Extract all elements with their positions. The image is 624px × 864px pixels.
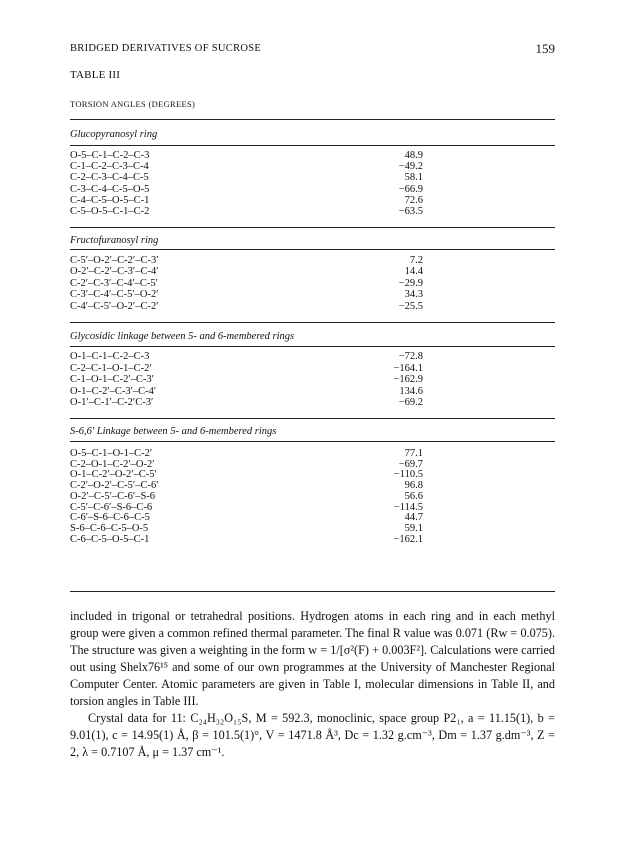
torsion-label: C-3–C-4–C-5–O-5 bbox=[70, 183, 150, 195]
torsion-value: −49.2 bbox=[398, 161, 423, 173]
table-rule bbox=[70, 441, 555, 442]
torsion-label: C-2–C-3–C-4–C-5 bbox=[70, 172, 149, 184]
table-row bbox=[70, 469, 555, 480]
table-row bbox=[70, 491, 555, 502]
table-row bbox=[70, 386, 555, 397]
torsion-value: 96.8 bbox=[404, 480, 423, 492]
table-label: TABLE III bbox=[70, 69, 121, 81]
section-title: S-6,6′ Linkage between 5- and 6-membered rings bbox=[70, 426, 277, 437]
torsion-value: 59.1 bbox=[404, 522, 423, 534]
table-row bbox=[70, 289, 555, 300]
torsion-value: 34.3 bbox=[404, 289, 423, 301]
torsion-value: −72.8 bbox=[398, 351, 423, 362]
torsion-value: −110.5 bbox=[393, 469, 423, 481]
section-title: Glycosidic linkage between 5- and 6-membered rings bbox=[70, 331, 295, 342]
table-row bbox=[70, 161, 555, 172]
table-caption: TORSION ANGLES (DEGREES) bbox=[70, 99, 196, 109]
table-rule bbox=[70, 418, 555, 419]
table-row bbox=[70, 184, 555, 195]
table-row bbox=[70, 534, 555, 545]
torsion-label: O-1–C-1–C-2–C-3 bbox=[70, 351, 150, 362]
table-row bbox=[70, 351, 555, 362]
torsion-value: −25.5 bbox=[398, 300, 423, 312]
torsion-label: O-5–C-1–O-1–C-2′ bbox=[70, 448, 153, 459]
table-rule bbox=[70, 119, 555, 120]
torsion-value: 72.6 bbox=[404, 194, 423, 206]
torsion-value: 7.2 bbox=[409, 255, 423, 266]
torsion-label: O-2′–C-5′–C-6′–S-6 bbox=[70, 490, 156, 502]
crystal-data-paragraph: Crystal data for 11: C₂₄H₃₂O₁₅S, M = 592.3, monoclinic, space group P2₁, a = 11.15(1), b = 9.01(1), c = 14.95(1) Å, β = 101.5(1)°, V = 1471.8 Å³, Dc = 1.32 g.cm⁻³, Dm = 1.37 g.dm⁻³, Z = 2, λ = 0.7107 Å, μ = 1.37 cm⁻¹. bbox=[70, 711, 555, 759]
torsion-label: O-1′–C-1′–C-2′C-3′ bbox=[70, 397, 154, 409]
torsion-value: −164.1 bbox=[393, 362, 423, 374]
torsion-label: C-2–O-1–C-2′–O-2′ bbox=[70, 458, 155, 470]
torsion-label: C-1–O-1–C-2′–C-3′ bbox=[70, 374, 154, 386]
torsion-label: O-2′–C-2′–C-3′–C-4′ bbox=[70, 266, 159, 278]
table-row bbox=[70, 266, 555, 277]
body-text bbox=[70, 608, 555, 761]
page-number: 159 bbox=[535, 41, 555, 56]
table-row bbox=[70, 448, 555, 459]
table-row bbox=[70, 459, 555, 470]
table-rule bbox=[70, 249, 555, 250]
torsion-value: 134.6 bbox=[399, 385, 423, 397]
table-rule bbox=[70, 227, 555, 228]
torsion-value: 56.6 bbox=[404, 490, 423, 502]
section-title: Fructofuranosyl ring bbox=[70, 235, 159, 246]
torsion-value: 77.1 bbox=[404, 448, 423, 459]
torsion-value: 58.1 bbox=[404, 172, 423, 184]
torsion-label: C-4–C-5–O-5–C-1 bbox=[70, 194, 150, 206]
table-row bbox=[70, 523, 555, 534]
table-row bbox=[70, 278, 555, 289]
torsion-label: S-6–C-6–C-5–O-5 bbox=[70, 522, 149, 534]
torsion-label: C-3′–C-4′–C-5′–O-2′ bbox=[70, 289, 159, 301]
torsion-value: 44.7 bbox=[404, 512, 423, 524]
body-paragraph: included in trigonal or tetrahedral positions. Hydrogen atoms in each ring and in each methyl group were given a common refined thermal parameter. The final R value was 0.071 (Rw = 0.075). The structure was given a weighting in the form w = 1/[σ²(F) + 0.003F²]. Calculations were carried out using Shelx76¹⁵ and some of our own programmes at the University of Manchester Regional Computer Center. Atomic parameters are given in Table I, molecular dimensions in Table II, and torsion angles in Table III. bbox=[70, 609, 555, 708]
torsion-label: C-4′–C-5′–O-2′–C-2′ bbox=[70, 300, 159, 312]
table-row bbox=[70, 150, 555, 161]
table-row bbox=[70, 301, 555, 312]
torsion-value: −66.9 bbox=[398, 183, 423, 195]
table-row bbox=[70, 502, 555, 513]
torsion-label: C-2′–C-3′–C-4′–C-5′ bbox=[70, 277, 158, 289]
table-row bbox=[70, 195, 555, 206]
running-head-title: BRIDGED DERIVATIVES OF SUCROSE bbox=[70, 43, 262, 54]
torsion-value: −69.7 bbox=[398, 458, 423, 470]
table-row bbox=[70, 255, 555, 266]
torsion-label: C-1–C-2–C-3–C-4 bbox=[70, 161, 149, 173]
torsion-value: −69.2 bbox=[398, 397, 423, 409]
torsion-value: −114.5 bbox=[393, 501, 423, 513]
table-row bbox=[70, 172, 555, 183]
torsion-label: C-2′–O-2′–C-5′–C-6′ bbox=[70, 480, 159, 492]
table-row bbox=[70, 397, 555, 408]
torsion-label: C-5–O-5–C-1–C-2 bbox=[70, 206, 150, 217]
table-row bbox=[70, 512, 555, 523]
table-rule bbox=[70, 145, 555, 146]
torsion-value: −63.5 bbox=[398, 206, 423, 217]
torsion-label: O-5–C-1–C-2–C-3 bbox=[70, 150, 150, 161]
torsion-label: C-2–C-1–O-1–C-2′ bbox=[70, 362, 152, 374]
running-head bbox=[70, 41, 555, 57]
torsion-value: 48.9 bbox=[404, 150, 423, 161]
table-bottom-rule bbox=[70, 591, 555, 592]
torsion-value: −162.1 bbox=[393, 533, 423, 545]
section-title: Glucopyranosyl ring bbox=[70, 129, 158, 140]
torsion-label: C-6′–S-6–C-6–C-5 bbox=[70, 512, 150, 524]
table-row bbox=[70, 480, 555, 491]
torsion-value: 14.4 bbox=[404, 266, 423, 278]
torsion-label: C-6–C-5–O-5–C-1 bbox=[70, 533, 150, 545]
torsion-label: O-1–C-2′–C-3′–C-4′ bbox=[70, 385, 157, 397]
table-rule bbox=[70, 346, 555, 347]
table-row bbox=[70, 374, 555, 385]
torsion-label: C-5′–O-2′–C-2′–C-3′ bbox=[70, 255, 159, 266]
table-row bbox=[70, 363, 555, 374]
torsion-label: C-5′–C-6′–S-6–C-6 bbox=[70, 501, 153, 513]
torsion-label: O-1–C-2′–O-2′–C-5′ bbox=[70, 469, 157, 481]
torsion-value: −29.9 bbox=[398, 277, 423, 289]
document-page bbox=[70, 0, 555, 864]
table-row bbox=[70, 206, 555, 217]
torsion-value: −162.9 bbox=[393, 374, 423, 386]
table-rule bbox=[70, 322, 555, 323]
